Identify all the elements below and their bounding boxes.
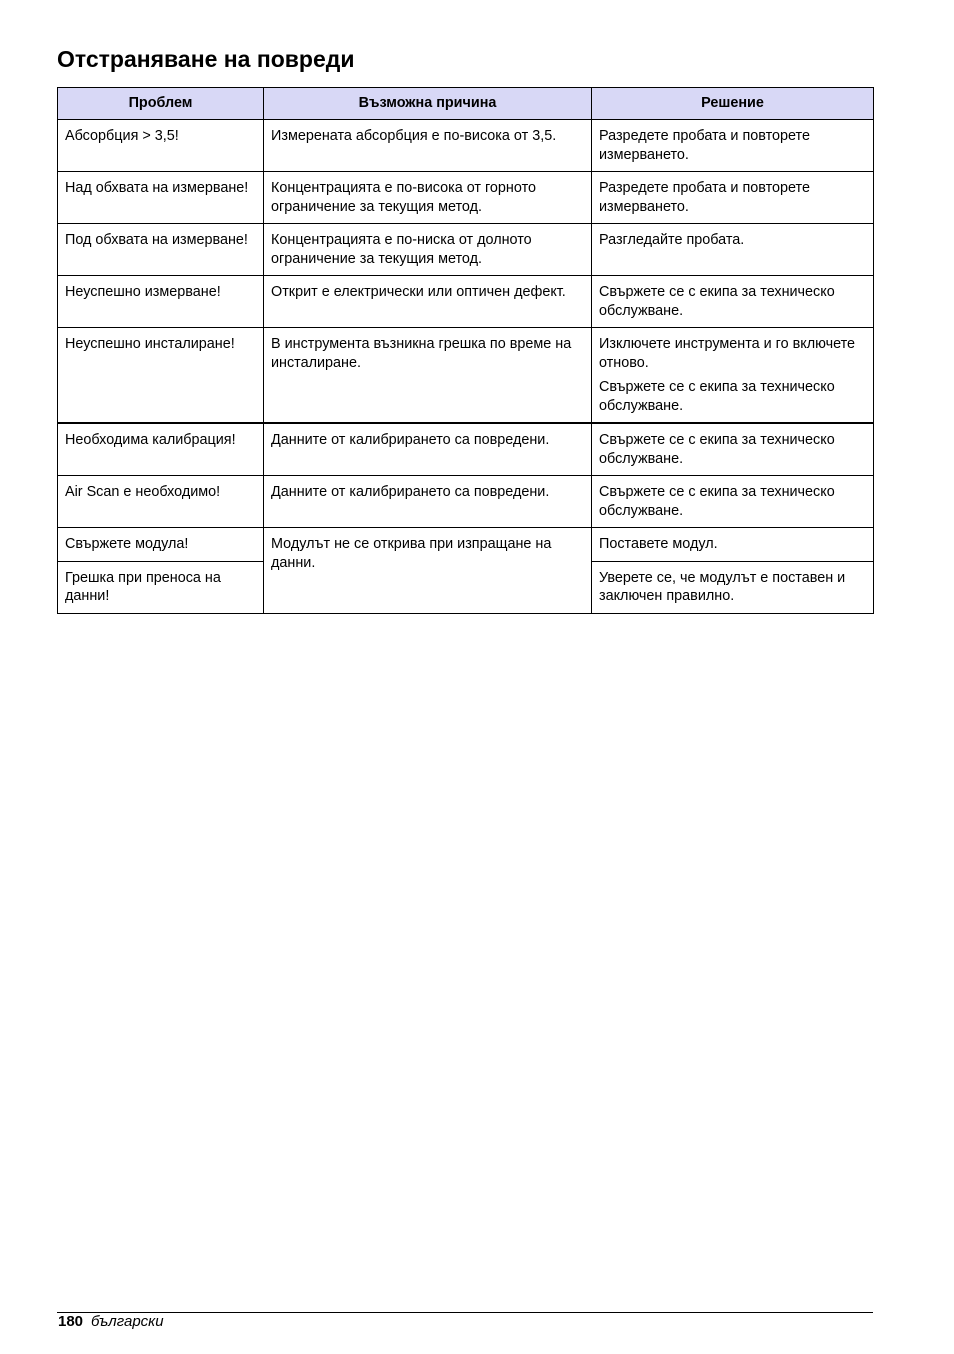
solution-cell (592, 561, 874, 613)
cause-cell: В инструмента възникна грешка по време на инсталиране. (264, 328, 592, 424)
solution-cell (592, 120, 874, 172)
problem-cell: Неуспешно измерване! (58, 276, 264, 328)
problem-cell: Абсорбция > 3,5! (58, 120, 264, 172)
solution-text: Разредете пробата и повторете измерването. (599, 128, 810, 163)
problem-cell: Необходима калибрация! (58, 423, 264, 476)
cause-cell: Модулът не се открива при изпращане на данни. (264, 528, 592, 614)
problem-cell: Над обхвата на измерване! (58, 172, 264, 224)
page-footer (58, 1312, 164, 1332)
problem-cell: Неуспешно инсталиране! (58, 328, 264, 424)
solution-text: Свържете се с екипа за техническо обслужване. (599, 484, 835, 519)
solution-cell (592, 224, 874, 276)
solution-cell (592, 172, 874, 224)
footer-language: български (91, 1313, 164, 1330)
solution-cell (592, 276, 874, 328)
table-row (58, 528, 874, 562)
solution-cell (592, 423, 874, 476)
cause-cell: Измерената абсорбция е по-висока от 3,5. (264, 120, 592, 172)
solution-text: Разгледайте пробата. (599, 232, 745, 248)
solution-text: Свържете се с екипа за техническо обслужване. (599, 432, 835, 467)
problem-cell: Под обхвата на измерване! (58, 224, 264, 276)
problem-cell: Грешка при преноса на данни! (58, 561, 264, 613)
cause-cell: Данните от калибрирането са повредени. (264, 476, 592, 528)
troubleshooting-table (57, 87, 874, 614)
column-header-problem: Проблем (58, 88, 264, 120)
solution-cell (592, 528, 874, 562)
table-row (58, 172, 874, 224)
table-header-row (58, 88, 874, 120)
table-row (58, 120, 874, 172)
solution-text: Разредете пробата и повторете измерването. (599, 180, 810, 215)
solution-cell (592, 476, 874, 528)
table-row (58, 328, 874, 424)
solution-text: Уверете се, че модулът е поставен и заключен правилно. (599, 569, 846, 604)
footer-divider (57, 1312, 873, 1313)
column-header-solution: Решение (592, 88, 874, 120)
table-row (58, 423, 874, 476)
cause-cell: Открит е електрически или оптичен дефект. (264, 276, 592, 328)
page-number: 180 (58, 1313, 84, 1330)
solution-text: Свържете се с екипа за техническо обслужване. (599, 379, 835, 414)
page-title: Отстраняване на повреди (57, 46, 355, 72)
problem-cell: Air Scan е необходимо! (58, 476, 264, 528)
table-row (58, 224, 874, 276)
column-header-cause: Възможна причина (264, 88, 592, 120)
problem-cell: Свържете модула! (58, 528, 264, 562)
cause-cell: Концентрацията е по-висока от горното ограничение за текущия метод. (264, 172, 592, 224)
solution-text: Изключете инструмента и го включете отново. (599, 336, 856, 371)
solution-text: Свържете се с екипа за техническо обслужване. (599, 284, 835, 319)
solution-text: Поставете модул. (599, 536, 718, 552)
cause-cell: Концентрацията е по-ниска от долното ограничение за текущия метод. (264, 224, 592, 276)
table-row (58, 476, 874, 528)
solution-cell (592, 328, 874, 424)
table-row (58, 276, 874, 328)
cause-cell: Данните от калибрирането са повредени. (264, 423, 592, 476)
